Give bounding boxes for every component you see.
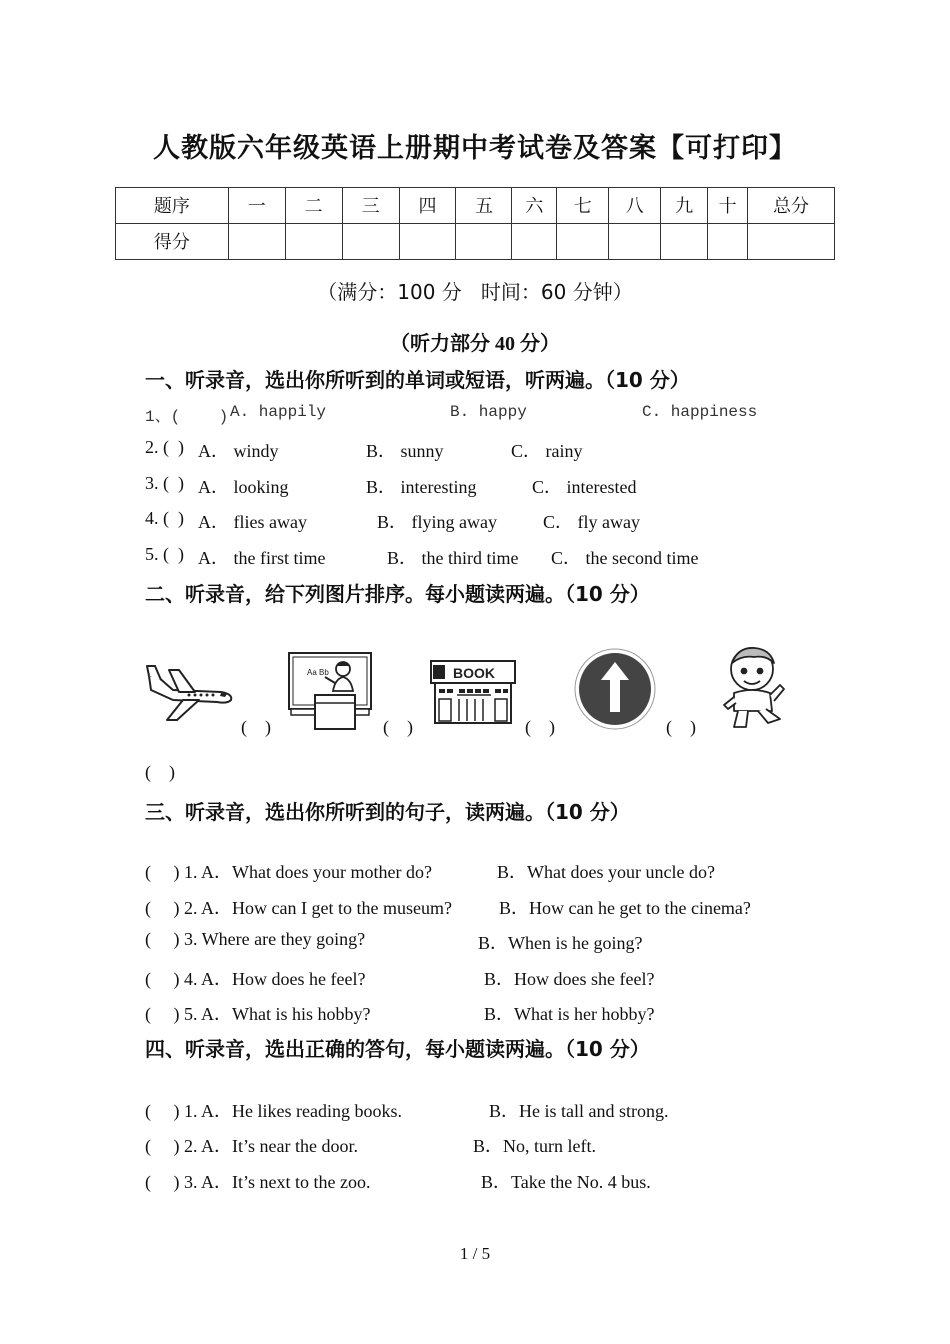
section-4-heading: 四、听录音，选出正确的答句，每小题读两遍。（10 分） bbox=[145, 1037, 650, 1061]
score-cell[interactable] bbox=[748, 224, 835, 260]
q4-number: 4. ( ) bbox=[145, 508, 184, 528]
q1-option-a: A. happily bbox=[230, 403, 327, 421]
score-cell[interactable] bbox=[342, 224, 399, 260]
score-table-header-row bbox=[116, 188, 835, 224]
score-table bbox=[115, 187, 835, 260]
picture-5-answer-blank[interactable]: ( ) bbox=[145, 762, 175, 782]
score-cell[interactable] bbox=[456, 224, 512, 260]
s4-q2-option-b: B．No, turn left. bbox=[473, 1136, 596, 1156]
s3-q3-option-a: ( ) 3. Where are they going? bbox=[145, 929, 366, 949]
q3-option-c: C． interested bbox=[532, 477, 637, 497]
header-cell: 总分 bbox=[748, 188, 835, 224]
q4-option-b: B． flying away bbox=[377, 512, 497, 532]
header-cell: 十 bbox=[708, 188, 748, 224]
score-table-score-row bbox=[116, 224, 835, 260]
score-cell[interactable] bbox=[708, 224, 748, 260]
q3-number: 3. ( ) bbox=[145, 473, 184, 493]
q2-option-c: C． rainy bbox=[511, 441, 583, 461]
bookstore-picture bbox=[427, 657, 519, 727]
q2-number: 2. ( ) bbox=[145, 437, 184, 457]
q2-option-a: A． windy bbox=[198, 441, 279, 461]
q5-number: 5. ( ) bbox=[145, 544, 184, 564]
picture-1-answer-blank[interactable]: ( ) bbox=[241, 717, 271, 737]
q1-number: 1、( ) bbox=[145, 408, 229, 426]
go-straight-sign-picture bbox=[573, 648, 657, 730]
s3-q1-option-a: ( ) 1. A．What does your mother do? bbox=[145, 862, 432, 882]
q5-option-b: B． the third time bbox=[387, 548, 519, 568]
teacher-blackboard-picture bbox=[287, 651, 373, 731]
s3-q1-option-b: B．What does your uncle do? bbox=[497, 862, 715, 882]
header-cell: 五 bbox=[456, 188, 512, 224]
q4-option-a: A． flies away bbox=[198, 512, 307, 532]
header-cell: 二 bbox=[285, 188, 342, 224]
picture-2-answer-blank[interactable]: ( ) bbox=[383, 717, 413, 737]
header-cell: 三 bbox=[342, 188, 399, 224]
listening-part-label: （听力部分 40 分） bbox=[390, 333, 560, 355]
boy-picture bbox=[720, 645, 796, 733]
s3-q5-option-b: B．What is her hobby? bbox=[484, 1004, 655, 1024]
section-2-heading: 二、听录音，给下列图片排序。每小题读两遍。（10 分） bbox=[145, 582, 650, 606]
s3-q2-option-a: ( ) 2. A．How can I get to the museum? bbox=[145, 898, 452, 918]
s3-q5-option-a: ( ) 5. A．What is his hobby? bbox=[145, 1004, 371, 1024]
score-cell[interactable] bbox=[285, 224, 342, 260]
row-label-cell: 得分 bbox=[116, 224, 229, 260]
q5-option-a: A． the first time bbox=[198, 548, 326, 568]
score-cell[interactable] bbox=[512, 224, 557, 260]
q1-option-b: B. happy bbox=[450, 403, 527, 421]
page-title: 人教版六年级英语上册期中考试卷及答案【可打印】 bbox=[153, 133, 797, 164]
s3-q3-option-b: B．When is he going? bbox=[478, 933, 643, 953]
score-cell[interactable] bbox=[228, 224, 285, 260]
header-cell: 四 bbox=[399, 188, 456, 224]
s4-q3-option-a: ( ) 3. A．It’s next to the zoo. bbox=[145, 1172, 371, 1192]
header-cell: 一 bbox=[228, 188, 285, 224]
header-cell: 题序 bbox=[116, 188, 229, 224]
page-number: 1 / 5 bbox=[459, 1244, 491, 1263]
picture-3-answer-blank[interactable]: ( ) bbox=[525, 717, 555, 737]
airplane-picture bbox=[143, 662, 235, 724]
q1-option-c: C. happiness bbox=[642, 403, 758, 421]
q3-option-b: B． interesting bbox=[366, 477, 477, 497]
score-cell[interactable] bbox=[557, 224, 609, 260]
s4-q1-option-a: ( ) 1. A．He likes reading books. bbox=[145, 1101, 402, 1121]
section-1-heading: 一、听录音，选出你所听到的单词或短语，听两遍。（10 分） bbox=[145, 368, 690, 392]
s4-q2-option-a: ( ) 2. A．It’s near the door. bbox=[145, 1136, 358, 1156]
header-cell: 九 bbox=[661, 188, 708, 224]
s4-q1-option-b: B．He is tall and strong. bbox=[489, 1101, 669, 1121]
picture-4-answer-blank[interactable]: ( ) bbox=[666, 717, 696, 737]
q2-option-b: B． sunny bbox=[366, 441, 444, 461]
score-cell[interactable] bbox=[609, 224, 661, 260]
s3-q2-option-b: B．How can he get to the cinema? bbox=[499, 898, 751, 918]
q4-option-c: C． fly away bbox=[543, 512, 640, 532]
header-cell: 八 bbox=[609, 188, 661, 224]
q5-option-c: C． the second time bbox=[551, 548, 699, 568]
q3-option-a: A． looking bbox=[198, 477, 289, 497]
header-cell: 六 bbox=[512, 188, 557, 224]
s4-q3-option-b: B．Take the No. 4 bus. bbox=[481, 1172, 651, 1192]
s3-q4-option-a: ( ) 4. A．How does he feel? bbox=[145, 969, 366, 989]
score-cell[interactable] bbox=[399, 224, 456, 260]
board-text: Aa Bb bbox=[307, 668, 329, 677]
section-3-heading: 三、听录音，选出你所听到的句子，读两遍。（10 分） bbox=[145, 800, 630, 824]
exam-info: （满分：100 分 时间：60 分钟） bbox=[317, 280, 633, 304]
s3-q4-option-b: B．How does she feel? bbox=[484, 969, 655, 989]
header-cell: 七 bbox=[557, 188, 609, 224]
book-sign-text: BOOK bbox=[453, 665, 495, 681]
score-cell[interactable] bbox=[661, 224, 708, 260]
